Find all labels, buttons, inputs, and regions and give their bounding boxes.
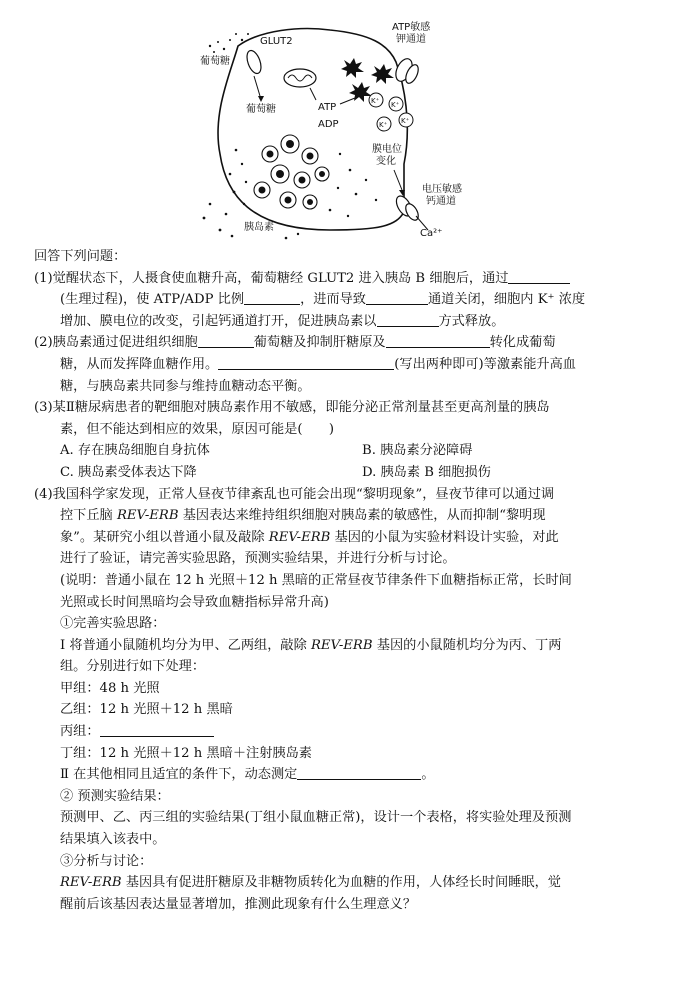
q4-line2: 控下丘脑 REV-ERB 基因表达来维持组织细胞对胰岛素的敏感性，从而抑制“黎明现 — [60, 508, 546, 524]
q2-blank2[interactable] — [386, 333, 490, 348]
q1-blank3[interactable] — [366, 290, 428, 305]
group-ding: 丁组：12 h 光照＋12 h 黑暗＋注射胰岛素 — [60, 745, 312, 761]
intro: 回答下列问题： — [34, 249, 127, 264]
q4-line3: 象”。某研究小组以普通小鼠及敲除 REV-ERB 基因的小鼠为实验材料设计实验，对此 — [60, 529, 559, 545]
svg-text:K⁺: K⁺ — [391, 101, 400, 109]
q1-blank1[interactable] — [508, 269, 570, 284]
glucose-inside-label: 葡萄糖 — [246, 104, 276, 115]
atp-molecule-icons — [341, 58, 394, 102]
svg-text:K⁺: K⁺ — [379, 121, 388, 129]
q2-blank1[interactable] — [198, 333, 254, 348]
gene-name: REV-ERB — [116, 508, 179, 524]
q1-blank4[interactable] — [377, 312, 439, 327]
note-line2: 光照或长时间黑暗均会导致血糖指标异常升高) — [60, 594, 329, 610]
adp-label: ADP — [318, 119, 339, 130]
voltage-ca-channel — [393, 193, 428, 230]
sub-heading-3: ③分析与讨论： — [60, 853, 153, 869]
bing-blank[interactable] — [100, 722, 214, 737]
q3-line1: (3)某Ⅱ糖尿病患者的靶细胞对胰岛素作用不敏感，即能分泌正常剂量甚至更高剂量的胰岛 — [34, 400, 550, 416]
note-line1: (说明：普通小鼠在 12 h 光照＋12 h 黑暗的正常昼夜节律条件下血糖指标正常，长时间 — [60, 572, 572, 588]
insulin-label: 胰岛素 — [244, 222, 274, 233]
group-yi: 乙组：12 h 光照＋12 h 黑暗 — [60, 702, 233, 718]
option-c[interactable]: C. 胰岛素受体表达下降 — [60, 464, 197, 480]
discussion-line1: REV-ERB 基因具有促进肝糖原及非糖物质转化为血糖的作用，人体经长时间睡眠，觉 — [60, 875, 561, 891]
sub-heading-2: ② 预测实验结果： — [60, 788, 170, 804]
q2-blank3[interactable] — [218, 355, 394, 370]
mitochondrion-icon — [284, 69, 316, 100]
glucose-outside-label: 葡萄糖 — [200, 56, 230, 67]
svg-text:K⁺: K⁺ — [371, 97, 380, 105]
step1-line1: Ⅰ 将普通小鼠随机均分为甲、乙两组，敲除 REV-ERB 基因的小鼠随机均分为丙、丁两 — [60, 637, 562, 653]
q4-line1: (4)我国科学家发现，正常人昼夜节律紊乱也可能会出现“黎明现象”，昼夜节律可以通过调 — [34, 486, 555, 502]
ca-ion-label: Ca²⁺ — [420, 228, 443, 239]
glut2-label: GLUT2 — [260, 36, 293, 47]
q1-blank2[interactable] — [244, 290, 300, 305]
q2-line2: 糖，从而发挥降血糖作用。 (写出两种即可)等激素能升高血 — [60, 356, 576, 372]
step2-blank[interactable] — [297, 765, 421, 780]
q4-line4: 进行了验证，请完善实验思路，预测实验结果，并进行分析与讨论。 — [60, 551, 456, 567]
ca-channel-label: 电压敏感钙通道 — [422, 184, 462, 207]
q3-line2: 素，但不能达到相应的效果，原因可能是( ) — [60, 421, 335, 437]
prediction-line2: 结果填入该表中。 — [60, 832, 166, 848]
q3-options-row1 — [34, 440, 664, 462]
sub-heading-1: ①完善实验思路： — [60, 616, 166, 632]
q1-line2: (生理过程)，使 ATP/ADP 比例 ，进而导致 通道关闭，细胞内 K⁺ 浓度 — [60, 292, 586, 308]
option-a[interactable]: A. 存在胰岛细胞自身抗体 — [60, 443, 210, 459]
option-d[interactable]: D. 胰岛素 B 细胞损伤 — [362, 464, 491, 480]
q1-line1: (1)觉醒状态下，人摄食使血糖升高，葡萄糖经 GLUT2 进入胰岛 B 细胞后，通过 — [34, 268, 664, 290]
discussion-line2: 醒前后该基因表达量显著增加，推测此现象有什么生理意义？ — [60, 896, 417, 912]
q3-options-row2 — [34, 462, 664, 484]
potential-change-label: 膜电位变化 — [372, 144, 402, 167]
gene-name: REV-ERB — [60, 875, 122, 891]
step2-line: Ⅱ 在其他相同且适宜的条件下，动态测定 。 — [60, 767, 435, 783]
atp-label: ATP — [318, 102, 337, 113]
gene-name: REV-ERB — [268, 529, 331, 545]
q1-line3: 增加、膜电位的改变，引起钙通道打开，促进胰岛素以 方式释放。 — [60, 313, 505, 329]
q2-line1: (2)胰岛素通过促进组织细胞 葡萄糖及抑制肝糖原及 转化成葡萄 — [34, 335, 556, 351]
gene-name: REV-ERB — [310, 637, 373, 653]
question-text — [34, 246, 664, 915]
q2-line3: 糖，与胰岛素共同参与维持血糖动态平衡。 — [60, 378, 311, 394]
option-b[interactable]: B. 胰岛素分泌障碍 — [362, 443, 473, 459]
glut2-transporter — [244, 49, 264, 102]
svg-text:K⁺: K⁺ — [401, 117, 410, 125]
atp-channel-label: ATP敏感钾通道 — [392, 22, 431, 45]
group-bing: 丙组： — [34, 721, 664, 743]
group-jia: 甲组：48 h 光照 — [60, 680, 160, 696]
islet-b-cell-diagram — [190, 4, 510, 242]
prediction-line1: 预测甲、乙、丙三组的实验结果(丁组小鼠血糖正常)，设计一个表格，将实验处理及预测 — [60, 810, 572, 826]
atp-sensitive-k-channel — [393, 56, 421, 85]
step1-line2: 组。分别进行如下处理： — [60, 659, 206, 675]
